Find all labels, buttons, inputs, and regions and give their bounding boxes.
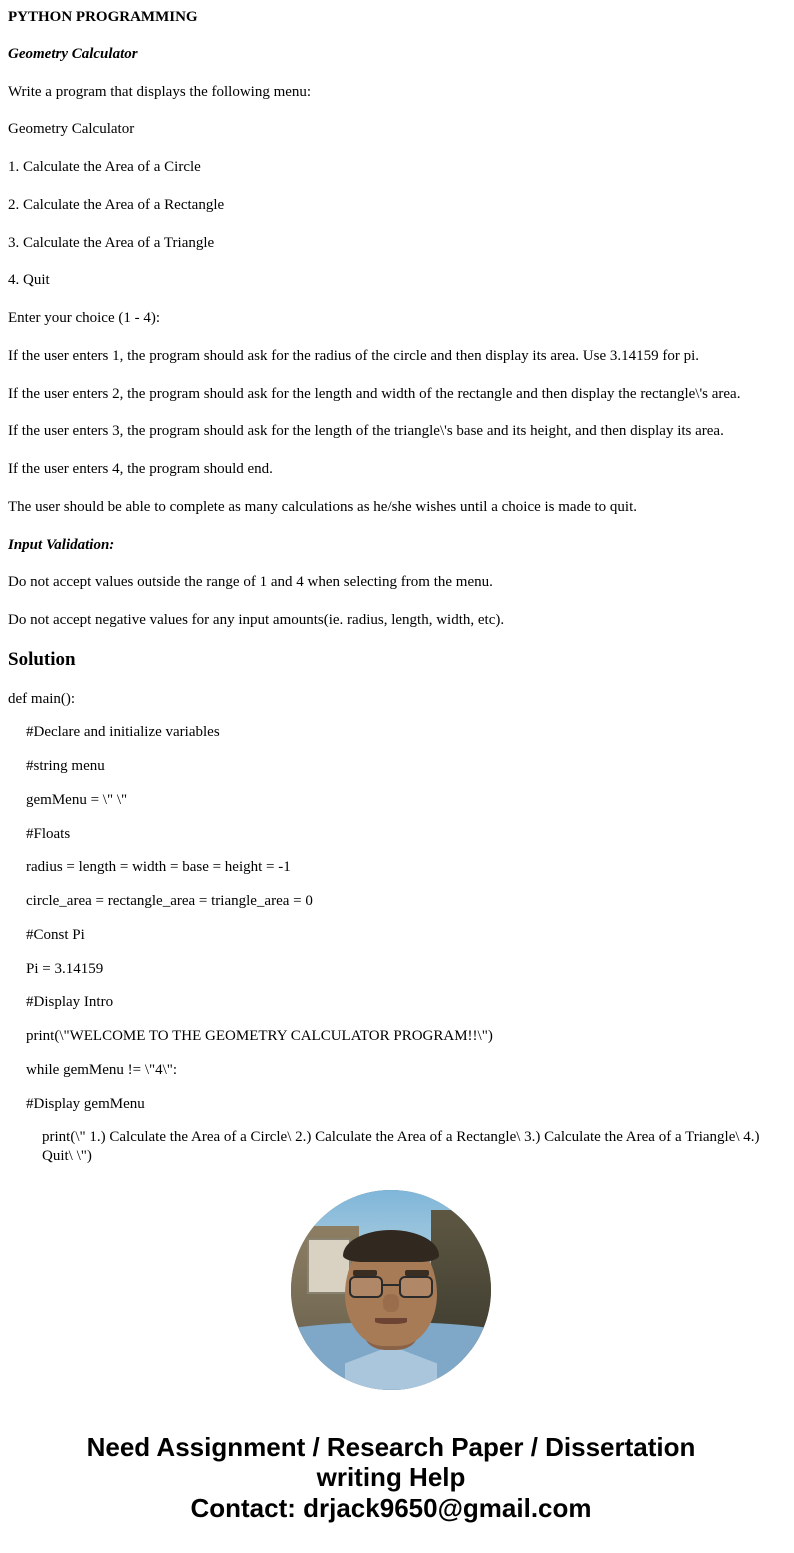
- requirement-line: If the user enters 3, the program should ask for the length of the triangle\'s base and its height, and then display its area.: [8, 423, 724, 440]
- footer-contact-email: Contact: drjack9650@gmail.com: [190, 1492, 592, 1523]
- code-line: Pi = 3.14159: [26, 960, 104, 977]
- code-line: circle_area = rectangle_area = triangle_area = 0: [26, 893, 313, 910]
- photo-nose: [383, 1294, 399, 1312]
- requirement-line: If the user enters 4, the program should end.: [8, 461, 273, 477]
- code-line: radius = length = width = base = height = -1: [26, 859, 291, 876]
- avatar: [291, 1190, 491, 1390]
- photo-glasses-bridge: [383, 1284, 399, 1286]
- requirement-line: If the user enters 1, the program should ask for the radius of the circle and then display its area. Use 3.14159 for pi.: [8, 347, 700, 364]
- input-validation-heading: Input Validation:: [8, 536, 115, 553]
- code-line: #Display Intro: [26, 994, 114, 1011]
- code-line: #Declare and initialize variables: [26, 724, 220, 741]
- solution-heading: Solution: [8, 648, 76, 670]
- requirement-line: The user should be able to complete as many calculations as he/she wishes until a choice is made to quit.: [8, 498, 637, 515]
- menu-prompt: Enter your choice (1 - 4):: [8, 310, 161, 326]
- page-title: PYTHON PROGRAMMING: [8, 9, 198, 25]
- validation-line: Do not accept values outside the range of 1 and 4 when selecting from the menu.: [8, 574, 493, 591]
- code-line: def main():: [8, 690, 76, 707]
- footer-contact-block: [8, 1432, 774, 1553]
- validation-line: Do not accept negative values for any input amounts(ie. radius, length, width, etc).: [8, 612, 505, 628]
- photo-glasses-right: [399, 1276, 433, 1298]
- code-line: #Const Pi: [26, 926, 85, 943]
- menu-heading: Geometry Calculator: [8, 121, 135, 138]
- code-line: #Floats: [26, 825, 71, 842]
- intro-paragraph: Write a program that displays the following menu:: [8, 83, 312, 100]
- code-line: #Display gemMenu: [26, 1095, 145, 1112]
- menu-item: 3. Calculate the Area of a Triangle: [8, 234, 215, 251]
- code-line: #string menu: [26, 758, 105, 775]
- footer-line-2: writing Help: [316, 1462, 466, 1493]
- document-subtitle: Geometry Calculator: [8, 45, 138, 62]
- code-line: print(\" 1.) Calculate the Area of a Circle\ 2.) Calculate the Area of a Rectangle\ 3.) Calculate the Area of a Triangle\ 4.) Quit\ \"): [42, 1129, 764, 1165]
- photo-eyebrow-right: [405, 1270, 429, 1276]
- code-line: gemMenu = \" \": [26, 791, 128, 808]
- footer-line-1: Need Assignment / Research Paper / Dissertation: [86, 1431, 696, 1462]
- menu-item: 4. Quit: [8, 272, 50, 289]
- photo-glasses-left: [349, 1276, 383, 1298]
- menu-item: 2. Calculate the Area of a Rectangle: [8, 196, 225, 213]
- photo-eyebrow-left: [353, 1270, 377, 1276]
- requirement-line: If the user enters 2, the program should ask for the length and width of the rectangle and then display the rectangle\'s area.: [8, 385, 741, 402]
- photo-mouth: [375, 1318, 407, 1324]
- avatar-container: [8, 1190, 774, 1390]
- code-line: while gemMenu != \"4\":: [26, 1061, 178, 1078]
- menu-item: 1. Calculate the Area of a Circle: [8, 159, 201, 175]
- code-line: print(\"WELCOME TO THE GEOMETRY CALCULATOR PROGRAM!!\"): [26, 1028, 493, 1045]
